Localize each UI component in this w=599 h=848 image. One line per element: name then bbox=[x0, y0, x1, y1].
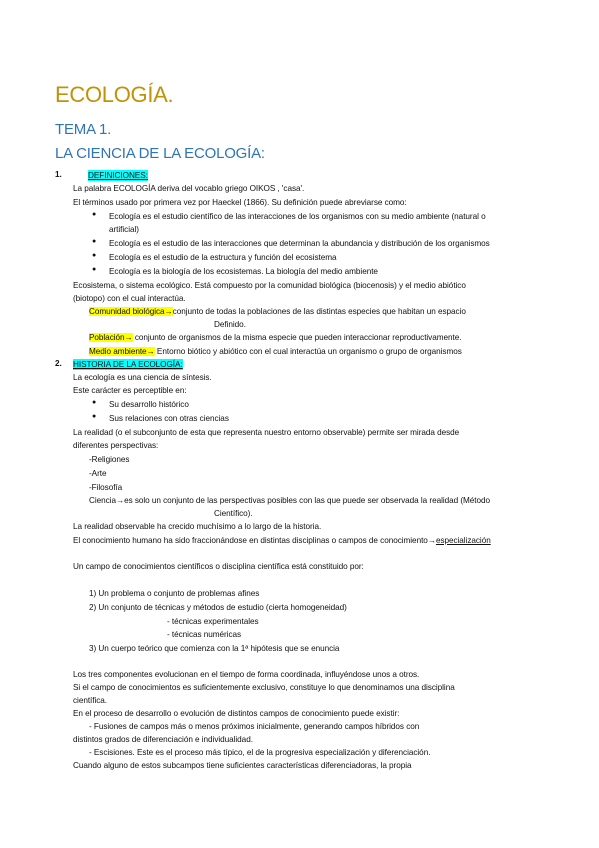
component-item: 2) Un conjunto de técnicas y métodos de estudio (cierta homogeneidad) bbox=[89, 603, 347, 612]
tema-heading: TEMA 1. bbox=[55, 121, 112, 138]
document-title: ECOLOGÍA. bbox=[55, 82, 174, 107]
paragraph-line: - Fusiones de campos más o menos próximos inicialmente, generando campos híbridos con bbox=[89, 722, 420, 731]
s2-line-1: La ecología es una ciencia de síntesis. bbox=[73, 373, 212, 382]
paragraph-line: científica. bbox=[73, 696, 108, 705]
bullet-icon: ● bbox=[92, 399, 97, 406]
section-1-number: 1. bbox=[55, 170, 62, 179]
poblacion-definition bbox=[89, 332, 461, 343]
especializacion-text: especialización bbox=[435, 536, 491, 545]
s2-line-7: Un campo de conocimientos científicos o disciplina científica está constituido por: bbox=[73, 562, 364, 571]
s2-line-6 bbox=[73, 535, 491, 546]
paragraph-line: Si el campo de conocimientos es suficientemente exclusivo, constituye lo que denominamos una disciplina bbox=[73, 683, 455, 692]
comunidad-text: conjunto de todas la poblaciones de las distintas especies que habitan un espacio bbox=[172, 307, 466, 316]
comunidad-label: Comunidad biológica→ bbox=[89, 307, 173, 316]
poblacion-text: conjunto de organismos de la misma especie que pueden interaccionar reproductivamente. bbox=[132, 333, 462, 342]
s2-bullet: Su desarrollo histórico bbox=[109, 400, 189, 409]
paragraph-line: - Escisiones. Este es el proceso más típico, el de la progresiva especialización y diferenciación. bbox=[89, 748, 431, 757]
section-subtitle: LA CIENCIA DE LA ECOLOGÍA: bbox=[55, 145, 265, 162]
s2-line-2: Este carácter es perceptible en: bbox=[73, 386, 187, 395]
paragraph-line: En el proceso de desarrollo o evolución de distintos campos de conocimiento puede existir: bbox=[73, 709, 400, 718]
comunidad-text-cont: Definido. bbox=[214, 320, 246, 329]
medio-label: Medio ambiente→ bbox=[89, 347, 155, 356]
bullet-icon: ● bbox=[92, 413, 97, 420]
component-subitem: - técnicas experimentales bbox=[167, 617, 259, 626]
definition-bullet: Ecología es la biología de los ecosistemas. La biología del medio ambiente bbox=[109, 267, 378, 276]
section-1-heading-text: DEFINICIONES: bbox=[88, 171, 148, 180]
ciencia-line-cont: Científico). bbox=[214, 509, 253, 518]
poblacion-label: Población→ bbox=[89, 333, 133, 342]
component-item: 3) Un cuerpo teórico que comienza con la 1ª hipótesis que se enuncia bbox=[89, 644, 340, 653]
s2-line-6-text: El conocimiento humano ha sido fraccionándose en distintas disciplinas o campos de conocimiento→ bbox=[73, 536, 436, 545]
definition-bullet: Ecología es el estudio científico de las interacciones de los organismos con su medio ambiente (natural o bbox=[109, 212, 486, 221]
bullet-icon: ● bbox=[92, 266, 97, 273]
s1-line-4: (biotopo) con el cual interactúa. bbox=[73, 294, 186, 303]
section-2-number: 2. bbox=[55, 359, 62, 368]
definition-bullet-cont: artificial) bbox=[109, 225, 139, 234]
s1-line-2: El términos usado por primera vez por Haeckel (1866). Su definición puede abreviarse como: bbox=[73, 198, 407, 207]
s2-line-3: La realidad (o el subconjunto de esta que representa nuestro entorno observable) permite ser mirada desde bbox=[73, 428, 460, 437]
section-2-heading bbox=[73, 359, 183, 370]
bullet-icon: ● bbox=[92, 238, 97, 245]
s2-bullet: Sus relaciones con otras ciencias bbox=[109, 414, 229, 423]
medio-text: Entorno biótico y abiótico con el cual interactúa un organismo o grupo de organismos bbox=[154, 347, 462, 356]
ciencia-line: Ciencia→es solo un conjunto de las perspectivas posibles con las que puede ser observada la realidad (Método bbox=[89, 496, 491, 505]
perspective-item: -Arte bbox=[89, 469, 107, 478]
s2-line-5: La realidad observable ha crecido muchísimo a lo largo de la historia. bbox=[73, 522, 322, 531]
paragraph-line: Los tres componentes evolucionan en el tiempo de forma coordinada, influyéndose unos a otros. bbox=[73, 670, 420, 679]
perspective-item: -Filosofía bbox=[89, 483, 123, 492]
perspective-item: -Religiones bbox=[89, 455, 130, 464]
definition-bullet: Ecología es el estudio de las interacciones que determinan la abundancia y distribución de los organismos bbox=[109, 239, 490, 248]
paragraph-line: distintos grados de diferenciación e individualidad. bbox=[73, 735, 253, 744]
component-item: 1) Un problema o conjunto de problemas afines bbox=[89, 589, 260, 598]
s1-line-3: Ecosistema, o sistema ecológico. Está compuesto por la comunidad biológica (biocenosis) y el medio abiótico bbox=[73, 281, 466, 290]
definition-bullet: Ecología es el estudio de la estructura y función del ecosistema bbox=[109, 253, 337, 262]
s2-line-4: diferentes perspectivas: bbox=[73, 441, 159, 450]
s1-line-1: La palabra ECOLOGÍA deriva del vocablo griego OIKOS , 'casa'. bbox=[73, 184, 305, 193]
medio-definition bbox=[89, 346, 462, 357]
bullet-icon: ● bbox=[92, 211, 97, 218]
paragraph-line: Cuando alguno de estos subcampos tiene suficientes características diferenciadoras, la propia bbox=[73, 761, 412, 770]
section-2-heading-text: HISTORIA DE LA ECOLOGÍA: bbox=[73, 360, 183, 369]
section-1-heading bbox=[88, 170, 148, 181]
comunidad-definition bbox=[89, 306, 466, 317]
bullet-icon: ● bbox=[92, 252, 97, 259]
component-subitem: - técnicas numéricas bbox=[167, 630, 242, 639]
